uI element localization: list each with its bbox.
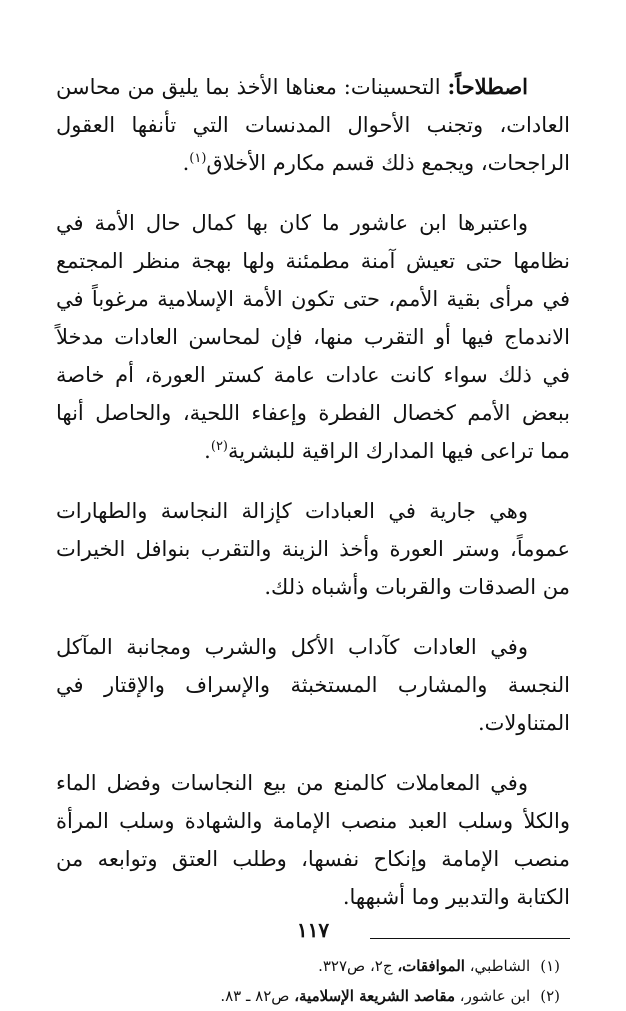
footnote-1 [56, 951, 570, 981]
footnote-1-number: (١) [540, 957, 560, 975]
footnote-2-rest: ص٨٢ ـ ٨٣. [220, 987, 295, 1005]
paragraph-transactions: وفي المعاملات كالمنع من بيع النجاسات وفضل الماء والكلأ وسلب العبد منصب الإمامة والشهادة وسلب المرأة منصب الإمامة وإنكاح نفسها، وطلب العتق وتوابعه من الكتابة والتدبير وما أشبهها. [56, 771, 570, 909]
ibn-ashur-end: . [204, 439, 211, 463]
page-number: ١١٧ [296, 918, 330, 942]
paragraph-ibn-ashur [56, 204, 570, 470]
paragraph-definition [56, 68, 570, 182]
ibn-ashur-text: واعتبرها ابن عاشور ما كان بها كمال حال الأمة في نظامها حتى تعيش آمنة مطمئنة ولها بهجة منظر المجتمع في مرأى بقية الأمم، حتى تكون الأمة الإسلامية مرغوباً في الاندماج فيها أو التقرب منها، فإن لمحاسن العادات مدخلاً في ذلك سواء كانت عادات عامة كستر العورة، أم خاصة ببعض الأمم كخصال الفطرة وإعفاء اللحية، والحاصل أنها مما تراعى فيها المدارك الراقية للبشرية [56, 211, 570, 463]
footnote-2-number: (٢) [540, 987, 560, 1005]
footnote-marker-2[interactable]: (٢) [210, 439, 228, 454]
footnote-2-author: ابن عاشور، [459, 987, 531, 1005]
paragraph-worship: وهي جارية في العبادات كإزالة النجاسة والطهارات عموماً، وستر العورة وأخذ الزينة والتقرب بنوافل الخيرات من الصدقات والقربات وأشباه ذلك. [56, 499, 570, 599]
footnote-1-rest: ج٢، ص٣٢٧. [318, 957, 398, 975]
definition-term: اصطلاحاً: [447, 74, 528, 99]
paragraph-customs: وفي العادات كآداب الأكل والشرب ومجانبة المآكل النجسة والمشارب المستخبثة والإسراف والإقتار في المتناولات. [56, 635, 570, 735]
footnote-1-title: الموافقات، [397, 957, 465, 975]
footnote-1-author: الشاطبي، [469, 957, 531, 975]
definition-end: . [182, 151, 190, 175]
footnote-marker-1[interactable]: (١) [189, 151, 207, 166]
footnote-2-title: مقاصد الشريعة الإسلامية، [294, 987, 455, 1005]
footnote-2 [56, 981, 570, 1011]
definition-text: التحسينات: معناها الأخذ بما يليق من محاسن العادات، وتجنب الأحوال المدنسات التي تأنفها العقول الراجحات، ويجمع ذلك قسم مكارم الأخلاق [56, 75, 570, 175]
